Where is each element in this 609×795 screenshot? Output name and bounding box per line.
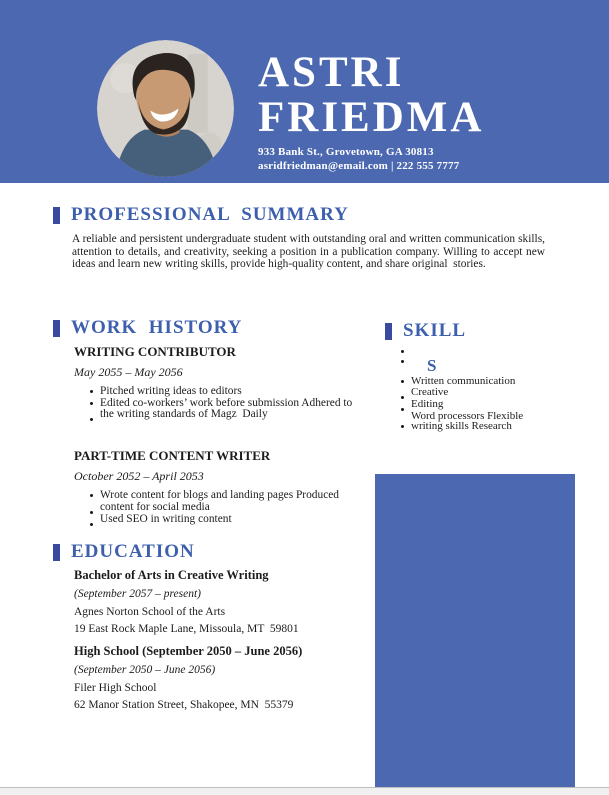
skills-heading-text: SKILL	[403, 320, 467, 341]
job-dates: May 2055 – May 2056	[74, 365, 183, 379]
section-marker-icon	[53, 544, 60, 561]
bullet-line	[401, 356, 576, 376]
name-line-2: FRIEDMA	[258, 94, 485, 141]
bullet-text: S	[427, 356, 437, 375]
work-section-heading	[53, 317, 242, 339]
bullet-line	[401, 376, 576, 387]
bullet-text: Pitched writing ideas to editors	[100, 385, 242, 397]
education-title: High School (September 2050 – June 2056)	[74, 644, 303, 658]
bullet-text: Word processors Flexible	[411, 409, 524, 422]
job-bullet-list	[90, 386, 374, 421]
bullet-dot-icon	[90, 418, 93, 421]
bullet-text: Edited co-workers’ work before submission Adhered to	[100, 396, 353, 409]
bullet-dot-icon	[90, 494, 93, 497]
job-title: WRITING CONTRIBUTOR	[74, 344, 236, 359]
page-bottom-edge	[0, 787, 609, 795]
job-bullet-list	[90, 490, 374, 526]
education-school: Filer High School	[74, 682, 157, 694]
bullet-line	[401, 421, 576, 432]
contact-line: asridfriedman@email.com | 222 555 7777	[258, 160, 460, 172]
section-marker-icon	[53, 207, 60, 224]
bullet-text: content for social media	[100, 500, 210, 513]
bullet-text: Used SEO in writing content	[100, 512, 232, 525]
identity-block	[258, 50, 484, 172]
education-school: Agnes Norton School of the Arts	[74, 606, 226, 618]
education-section-heading	[53, 541, 195, 563]
bullet-dot-icon	[401, 408, 404, 411]
bullet-line	[90, 490, 374, 502]
section-marker-icon	[53, 320, 60, 337]
summary-section-heading	[53, 204, 349, 226]
bullet-dot-icon	[401, 396, 404, 399]
decorative-blue-panel	[375, 474, 575, 787]
bullet-dot-icon	[90, 390, 93, 393]
bullet-dot-icon	[401, 350, 404, 353]
job-entry	[74, 344, 374, 421]
bullet-dot-icon	[90, 402, 93, 405]
education-address: 19 East Rock Maple Lane, Missoula, MT 59801	[74, 623, 299, 635]
bullet-line	[90, 502, 374, 514]
education-heading-text: EDUCATION	[71, 541, 195, 562]
bullet-line	[401, 399, 576, 411]
education-address: 62 Manor Station Street, Shakopee, MN 55379	[74, 699, 294, 711]
education-entry	[74, 568, 404, 636]
job-dates: October 2052 – April 2053	[74, 469, 204, 483]
header-band	[0, 0, 609, 183]
address-line: 933 Bank St., Grovetown, GA 30813	[258, 146, 434, 158]
bullet-dot-icon	[401, 380, 404, 383]
summary-paragraph: A reliable and persistent undergraduate student with outstanding oral and written communication skills, attention to details, and creativity, seeking a position in a publication company. Willing to accept new ideas and learn new writing skills, provide high-quality content, and share original stories.	[72, 233, 548, 271]
profile-photo-illustration	[97, 40, 234, 177]
job-entry	[74, 448, 374, 526]
bullet-text: writing skills Research	[411, 420, 512, 433]
bullet-dot-icon	[401, 360, 404, 363]
education-dates: (September 2050 – June 2056)	[74, 664, 216, 676]
bullet-line	[90, 409, 374, 421]
section-marker-icon	[385, 323, 392, 340]
bullet-text: Wrote content for blogs and landing pages Produced	[100, 489, 339, 501]
skills-bullet-list	[401, 346, 576, 432]
name-line-1: ASTRI	[258, 49, 405, 96]
bullet-text: Editing	[411, 397, 444, 410]
bullet-dot-icon	[90, 511, 93, 514]
bullet-dot-icon	[401, 425, 404, 428]
education-dates: (September 2057 – present)	[74, 588, 201, 600]
job-title: PART-TIME CONTENT WRITER	[74, 448, 271, 463]
bullet-text: Creative	[411, 385, 449, 398]
education-title: Bachelor of Arts in Creative Writing	[74, 568, 269, 582]
education-entry	[74, 644, 404, 712]
skills-section-heading	[385, 320, 466, 342]
bullet-text: the writing standards of Magz Daily	[100, 408, 268, 420]
bullet-line	[90, 386, 374, 398]
summary-heading-text: PROFESSIONAL SUMMARY	[71, 204, 349, 225]
profile-photo	[97, 40, 234, 177]
bullet-text: Written communication	[411, 375, 516, 387]
bullet-line	[90, 514, 374, 526]
bullet-dot-icon	[90, 523, 93, 526]
bullet-line	[401, 346, 576, 356]
work-heading-text: WORK HISTORY	[71, 317, 243, 338]
bullet-line	[401, 387, 576, 399]
